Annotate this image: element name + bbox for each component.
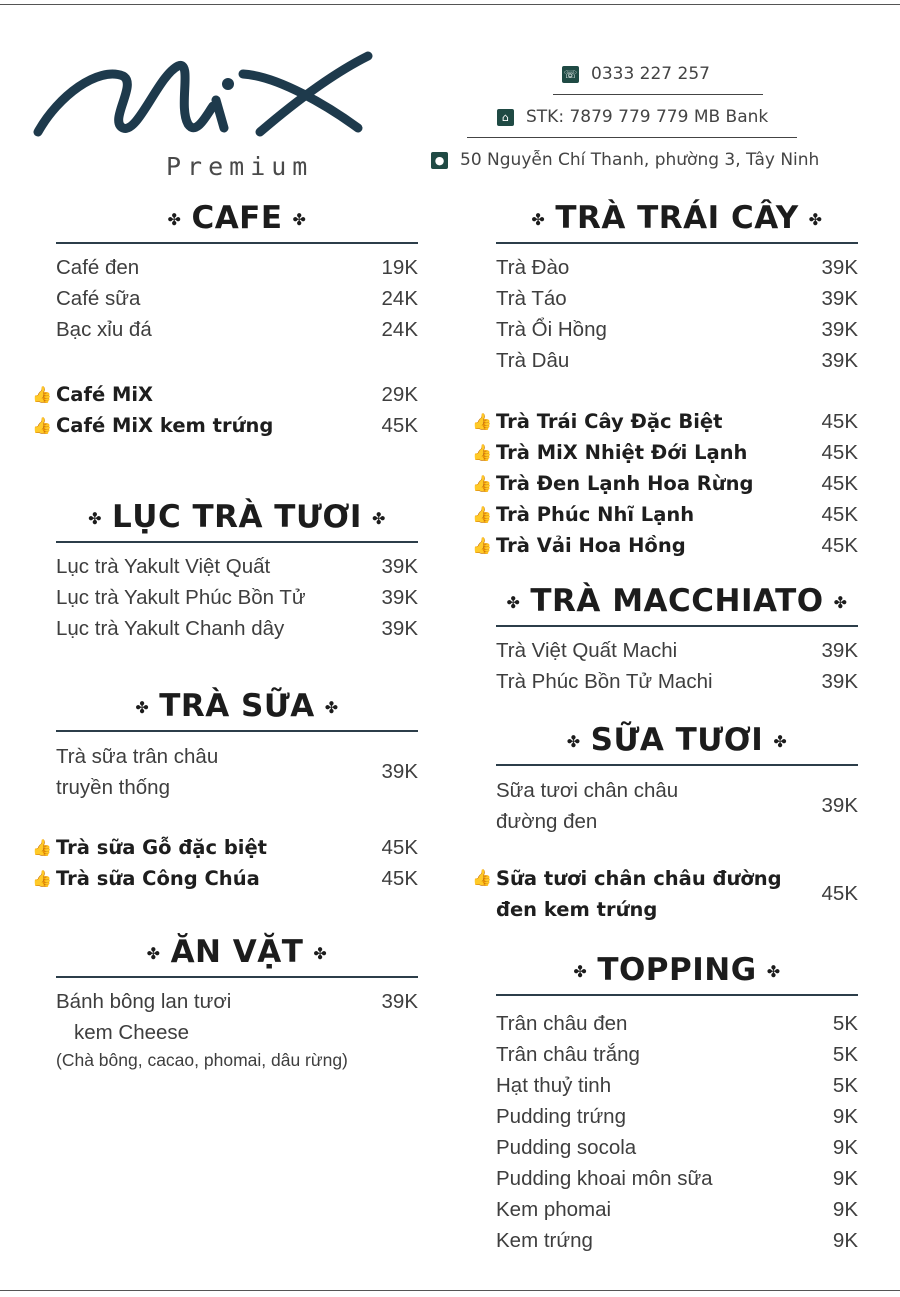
menu-item: Kem phomai 9K — [496, 1197, 858, 1221]
ornament-icon: ✤ — [292, 209, 307, 229]
menu-item-special: 👍 Café MiX 29K — [32, 382, 418, 406]
menu-item: Trà Dâu 39K — [496, 348, 858, 372]
section-title: ✤ TRÀ TRÁI CÂY ✤ — [531, 200, 823, 236]
ornament-icon: ✤ — [146, 943, 161, 963]
thumbs-up-icon: 👍 — [32, 840, 52, 857]
thumbs-up-icon: 👍 — [472, 476, 492, 493]
menu-item-special: 👍 Trà Phúc Nhĩ Lạnh 45K — [472, 502, 858, 526]
menu-item: Sữa tươi chân châu đường đen 39K — [496, 779, 858, 833]
menu-item-special: 👍 Trà Vải Hoa Hồng 45K — [472, 533, 858, 557]
thumbs-up-icon: 👍 — [472, 445, 492, 462]
section-tra-trai-cay — [472, 198, 858, 561]
bank-icon: ⌂ — [497, 109, 514, 126]
thumbs-up-icon: 👍 — [472, 414, 492, 431]
section-tra-sua — [32, 686, 418, 894]
thumbs-up-icon: 👍 — [32, 418, 52, 435]
section-rule — [56, 541, 418, 543]
ornament-icon: ✤ — [371, 508, 386, 528]
thumbs-up-icon: 👍 — [32, 871, 52, 888]
menu-item: Café sữa 24K — [56, 286, 418, 310]
menu-item-special: 👍 Trà sữa Gỗ đặc biệt 45K — [32, 835, 418, 859]
section-title: ✤ CAFE ✤ — [167, 200, 307, 236]
menu-item: Bánh bông lan tươi 39K — [56, 989, 418, 1013]
phone-line — [425, 58, 875, 90]
menu-item: Trà Táo 39K — [496, 286, 858, 310]
section-title: ✤ TOPPING ✤ — [573, 952, 781, 988]
phone-number: 0333 227 257 — [591, 64, 710, 84]
menu-item: Bạc xỉu đá 24K — [56, 317, 418, 341]
section-sua-tuoi — [472, 720, 858, 926]
menu-item: Pudding trứng 9K — [496, 1104, 858, 1128]
menu-item-special: 👍 Café MiX kem trứng 45K — [32, 413, 418, 437]
ornament-icon: ✤ — [324, 697, 339, 717]
menu-item-special: 👍 Trà MiX Nhiệt Đới Lạnh 45K — [472, 440, 858, 464]
menu-item: Café đen 19K — [56, 255, 418, 279]
menu-item: Pudding khoai môn sữa 9K — [496, 1166, 858, 1190]
section-title: ✤ ĂN VẶT ✤ — [146, 934, 328, 970]
section-title: ✤ TRÀ SỮA ✤ — [135, 688, 339, 724]
bottom-border — [0, 1290, 900, 1291]
section-topping — [496, 950, 858, 1256]
menu-item: Hạt thuỷ tinh 5K — [496, 1073, 858, 1097]
section-rule — [56, 242, 418, 244]
ornament-icon: ✤ — [833, 592, 848, 612]
section-luc-tra-tuoi — [56, 497, 418, 644]
section-rule — [496, 242, 858, 244]
bank-line — [425, 101, 875, 133]
section-rule — [496, 994, 858, 996]
thumbs-up-icon: 👍 — [32, 387, 52, 404]
ornament-icon: ✤ — [766, 961, 781, 981]
brand-subtitle: Premium — [166, 152, 314, 181]
menu-item: Trà Phúc Bồn Tử Machi 39K — [496, 669, 858, 693]
thumbs-up-icon: 👍 — [472, 507, 492, 524]
menu-item: Trà Ổi Hồng 39K — [496, 317, 858, 341]
section-tra-macchiato — [496, 581, 858, 697]
menu-item-special: 👍 Trà sữa Công Chúa 45K — [32, 866, 418, 890]
section-title: ✤ SỮA TƯƠI ✤ — [566, 722, 788, 758]
location-pin-icon: ● — [431, 152, 448, 169]
mix-logo-script — [28, 36, 378, 146]
brand-logo — [28, 36, 378, 186]
bank-account: STK: 7879 779 779 MB Bank — [526, 107, 769, 127]
menu-item: Kem trứng 9K — [496, 1228, 858, 1252]
ornament-icon: ✤ — [135, 697, 150, 717]
ornament-icon: ✤ — [506, 592, 521, 612]
menu-item-line2: kem Cheese — [74, 1020, 190, 1044]
menu-item: Trân châu trắng 5K — [496, 1042, 858, 1066]
section-rule — [496, 764, 858, 766]
ornament-icon: ✤ — [313, 943, 328, 963]
menu-item: Trân châu đen 5K — [496, 1011, 858, 1035]
menu-item: Trà Đào 39K — [496, 255, 858, 279]
contact-info — [425, 58, 875, 176]
menu-item: Lục trà Yakult Chanh dây 39K — [56, 616, 418, 640]
thumbs-up-icon: 👍 — [472, 870, 492, 887]
ornament-icon: ✤ — [808, 209, 823, 229]
ornament-icon: ✤ — [573, 961, 588, 981]
menu-item-special: 👍 Trà Trái Cây Đặc Biệt 45K — [472, 409, 858, 433]
section-an-vat — [56, 932, 418, 1071]
ornament-icon: ✤ — [88, 508, 103, 528]
menu-item: Trà Việt Quất Machi 39K — [496, 638, 858, 662]
section-rule — [496, 625, 858, 627]
divider — [467, 137, 797, 138]
menu-item: Lục trà Yakult Phúc Bồn Tử 39K — [56, 585, 418, 609]
ornament-icon: ✤ — [167, 209, 182, 229]
menu-item: Trà sữa trân châu truyền thống 39K — [56, 745, 418, 799]
section-cafe — [32, 198, 418, 441]
phone-icon: ☏ — [563, 67, 578, 81]
ornament-icon: ✤ — [531, 209, 546, 229]
section-title: ✤ LỤC TRÀ TƯƠI ✤ — [88, 499, 386, 535]
address: 50 Nguyễn Chí Thanh, phường 3, Tây Ninh — [460, 150, 820, 170]
address-line — [425, 144, 875, 176]
menu-note: (Chà bông, cacao, phomai, dâu rừng) — [56, 1050, 348, 1070]
section-rule — [56, 730, 418, 732]
menu-item-special: 👍 Sữa tươi chân châu đường đen kem trứng 45K — [472, 867, 858, 921]
section-title: ✤ TRÀ MACCHIATO ✤ — [506, 583, 848, 619]
top-border — [0, 4, 900, 5]
divider — [553, 94, 763, 95]
menu-item: Lục trà Yakult Việt Quất 39K — [56, 554, 418, 578]
ornament-icon: ✤ — [773, 731, 788, 751]
ornament-icon: ✤ — [566, 731, 581, 751]
menu-item-special: 👍 Trà Đen Lạnh Hoa Rừng 45K — [472, 471, 858, 495]
thumbs-up-icon: 👍 — [472, 538, 492, 555]
menu-item: Pudding socola 9K — [496, 1135, 858, 1159]
section-rule — [56, 976, 418, 978]
